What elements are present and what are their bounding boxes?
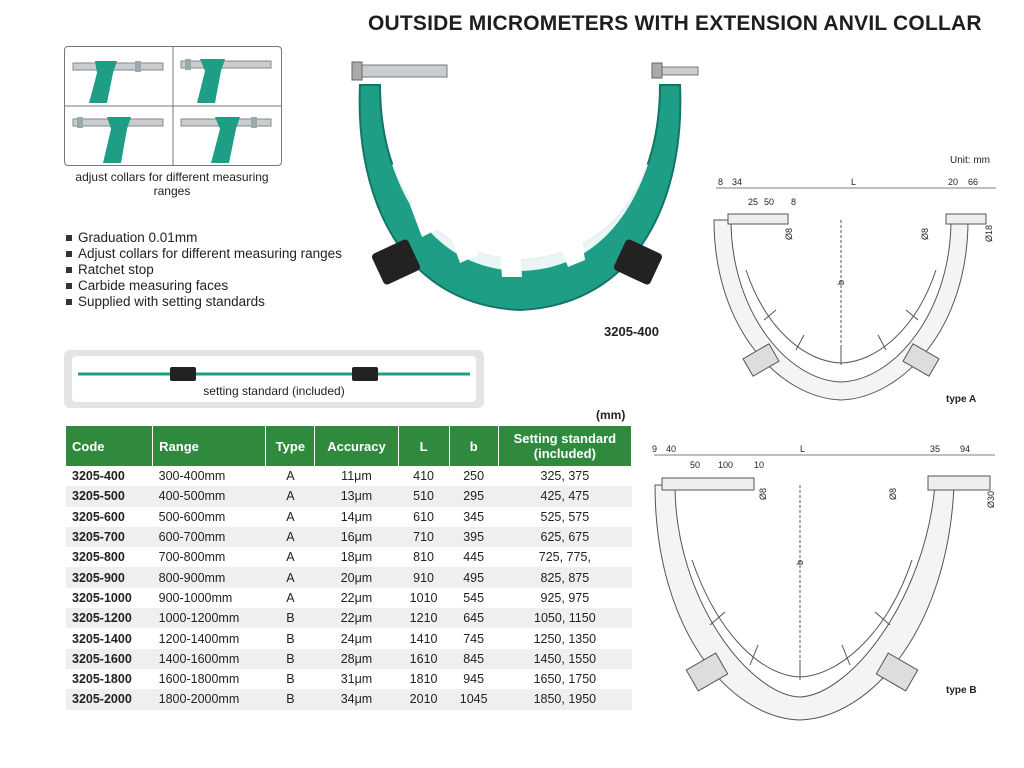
feature-item: Supplied with setting standards — [64, 294, 342, 310]
table-header-row — [66, 426, 632, 466]
cell-code: 3205-900 — [66, 567, 153, 587]
cell-setting-standard: 425, 475 — [498, 486, 631, 506]
cell-code: 3205-1600 — [66, 649, 153, 669]
cell-accuracy: 34μm — [315, 689, 398, 709]
cell-l: 1010 — [398, 588, 449, 608]
dim-label: 34 — [732, 177, 743, 187]
cell-type: A — [266, 507, 315, 527]
unit-label: Unit: mm — [950, 155, 990, 166]
spec-table — [66, 426, 632, 710]
page-title: OUTSIDE MICROMETERS WITH EXTENSION ANVIL COLLAR — [368, 12, 982, 35]
cell-setting-standard: 825, 875 — [498, 567, 631, 587]
cell-setting-standard: 1450, 1550 — [498, 649, 631, 669]
cell-b: 845 — [449, 649, 498, 669]
cell-type: B — [266, 649, 315, 669]
dim-label: L — [800, 444, 806, 454]
cell-accuracy: 13μm — [315, 486, 398, 506]
table-row — [66, 689, 632, 709]
cell-b: 250 — [449, 466, 498, 486]
dim-label: 50 — [690, 460, 701, 470]
table-unit-label: (mm) — [596, 408, 626, 422]
cell-type: A — [266, 588, 315, 608]
collar-photo-2 — [181, 59, 271, 103]
collar-caption: adjust collars for different measuring ranges — [75, 170, 269, 198]
dim-label: 20 — [948, 177, 959, 187]
table-row — [66, 527, 632, 547]
cell-b: 395 — [449, 527, 498, 547]
feature-list — [64, 230, 342, 310]
cell-setting-standard: 1050, 1150 — [498, 608, 631, 628]
dim-label: b — [836, 279, 846, 285]
table-row — [66, 466, 632, 486]
cell-setting-standard: 325, 375 — [498, 466, 631, 486]
dim-label: 9 — [652, 444, 658, 454]
cell-l: 610 — [398, 507, 449, 527]
cell-code: 3205-1400 — [66, 628, 153, 648]
feature-item: Graduation 0.01mm — [64, 230, 342, 246]
cell-setting-standard: 725, 775, — [498, 547, 631, 567]
cell-l: 2010 — [398, 689, 449, 709]
cell-b: 745 — [449, 628, 498, 648]
collar-photo-grid — [64, 46, 282, 166]
col-header-accuracy: Accuracy — [315, 426, 398, 466]
col-header-code: Code — [66, 426, 153, 466]
cell-range: 400-500mm — [153, 486, 266, 506]
cell-range: 800-900mm — [153, 567, 266, 587]
cell-type: A — [266, 547, 315, 567]
table-row — [66, 649, 632, 669]
dim-label: 50 — [764, 197, 775, 207]
cell-accuracy: 18μm — [315, 547, 398, 567]
cell-l: 510 — [398, 486, 449, 506]
dim-label: Ø8 — [888, 487, 898, 500]
col-header-range: Range — [153, 426, 266, 466]
cell-l: 710 — [398, 527, 449, 547]
cell-code: 3205-1000 — [66, 588, 153, 608]
cell-l: 1210 — [398, 608, 449, 628]
cell-l: 1610 — [398, 649, 449, 669]
dim-label: 40 — [666, 444, 677, 454]
cell-code: 3205-400 — [66, 466, 153, 486]
table-row — [66, 567, 632, 587]
dim-label: 8 — [791, 197, 797, 207]
dim-label: L — [851, 177, 857, 187]
cell-b: 295 — [449, 486, 498, 506]
cell-range: 300-400mm — [153, 466, 266, 486]
dim-label: 94 — [960, 444, 971, 454]
cell-accuracy: 31μm — [315, 669, 398, 689]
model-label: 3205-400 — [604, 324, 659, 339]
dim-label: 66 — [968, 177, 979, 187]
cell-accuracy: 11μm — [315, 466, 398, 486]
dim-label: Ø8 — [920, 227, 930, 240]
cell-setting-standard: 525, 575 — [498, 507, 631, 527]
cell-b: 545 — [449, 588, 498, 608]
thimble — [658, 67, 698, 75]
type-a-label: type A — [946, 394, 977, 405]
cell-accuracy: 14μm — [315, 507, 398, 527]
cell-code: 3205-500 — [66, 486, 153, 506]
table-row — [66, 588, 632, 608]
col-header-b: b — [449, 426, 498, 466]
cell-range: 700-800mm — [153, 547, 266, 567]
cell-type: B — [266, 608, 315, 628]
cell-setting-standard: 625, 675 — [498, 527, 631, 547]
cell-range: 1600-1800mm — [153, 669, 266, 689]
cell-code: 3205-2000 — [66, 689, 153, 709]
cell-code: 3205-1800 — [66, 669, 153, 689]
cell-accuracy: 24μm — [315, 628, 398, 648]
cell-type: B — [266, 628, 315, 648]
cell-code: 3205-1200 — [66, 608, 153, 628]
anvil-spindle — [352, 65, 447, 77]
cell-l: 1410 — [398, 628, 449, 648]
cell-range: 500-600mm — [153, 507, 266, 527]
cell-type: A — [266, 486, 315, 506]
cell-b: 495 — [449, 567, 498, 587]
collar-photo-4 — [181, 117, 271, 163]
cell-setting-standard: 1250, 1350 — [498, 628, 631, 648]
collar-photo-3 — [73, 117, 163, 163]
collar-photo-1 — [73, 61, 163, 103]
dim-label: Ø18 — [984, 224, 994, 242]
cell-b: 345 — [449, 507, 498, 527]
cell-setting-standard: 1650, 1750 — [498, 669, 631, 689]
micrometer-photo — [340, 55, 700, 325]
cell-accuracy: 22μm — [315, 588, 398, 608]
col-header-setting-standard: Setting standard (included) — [498, 426, 631, 466]
cell-b: 1045 — [449, 689, 498, 709]
table-row — [66, 669, 632, 689]
cell-l: 410 — [398, 466, 449, 486]
cell-type: B — [266, 689, 315, 709]
dim-label: 10 — [754, 460, 765, 470]
cell-range: 1000-1200mm — [153, 608, 266, 628]
cell-code: 3205-800 — [66, 547, 153, 567]
dim-label: b — [795, 559, 805, 565]
cell-b: 945 — [449, 669, 498, 689]
cell-b: 445 — [449, 547, 498, 567]
setting-standard-caption: setting standard (included) — [203, 384, 345, 398]
collar-photos — [65, 47, 281, 165]
cell-range: 1200-1400mm — [153, 628, 266, 648]
diagram-type-a — [706, 170, 1006, 410]
cell-type: A — [266, 567, 315, 587]
cell-type: A — [266, 466, 315, 486]
cell-b: 645 — [449, 608, 498, 628]
dim-label: 25 — [748, 197, 759, 207]
cell-type: A — [266, 527, 315, 547]
setting-standard-panel — [64, 350, 484, 408]
feature-item: Ratchet stop — [64, 262, 342, 278]
col-header-type: Type — [266, 426, 315, 466]
table-row — [66, 486, 632, 506]
cell-code: 3205-700 — [66, 527, 153, 547]
table-row — [66, 547, 632, 567]
table-row — [66, 608, 632, 628]
cell-accuracy: 16μm — [315, 527, 398, 547]
col-header-l: L — [398, 426, 449, 466]
cell-range: 900-1000mm — [153, 588, 266, 608]
dim-label: Ø30 — [986, 490, 996, 508]
cell-accuracy: 28μm — [315, 649, 398, 669]
dim-label: Ø8 — [758, 487, 768, 500]
cell-range: 1800-2000mm — [153, 689, 266, 709]
feature-item: Carbide measuring faces — [64, 278, 342, 294]
type-b-label: type B — [946, 685, 977, 696]
cell-range: 1400-1600mm — [153, 649, 266, 669]
cell-accuracy: 22μm — [315, 608, 398, 628]
feature-item: Adjust collars for different measuring ranges — [64, 246, 342, 262]
cell-accuracy: 20μm — [315, 567, 398, 587]
cell-type: B — [266, 669, 315, 689]
cell-l: 910 — [398, 567, 449, 587]
table-row — [66, 507, 632, 527]
cell-range: 600-700mm — [153, 527, 266, 547]
table-row — [66, 628, 632, 648]
dim-label: Ø8 — [784, 227, 794, 240]
cell-code: 3205-600 — [66, 507, 153, 527]
cell-l: 810 — [398, 547, 449, 567]
cell-l: 1810 — [398, 669, 449, 689]
setting-standard-rod — [72, 356, 476, 382]
dim-label: 35 — [930, 444, 941, 454]
dim-label: 8 — [718, 177, 724, 187]
cell-setting-standard: 1850, 1950 — [498, 689, 631, 709]
dim-label: 100 — [718, 460, 734, 470]
cell-setting-standard: 925, 975 — [498, 588, 631, 608]
